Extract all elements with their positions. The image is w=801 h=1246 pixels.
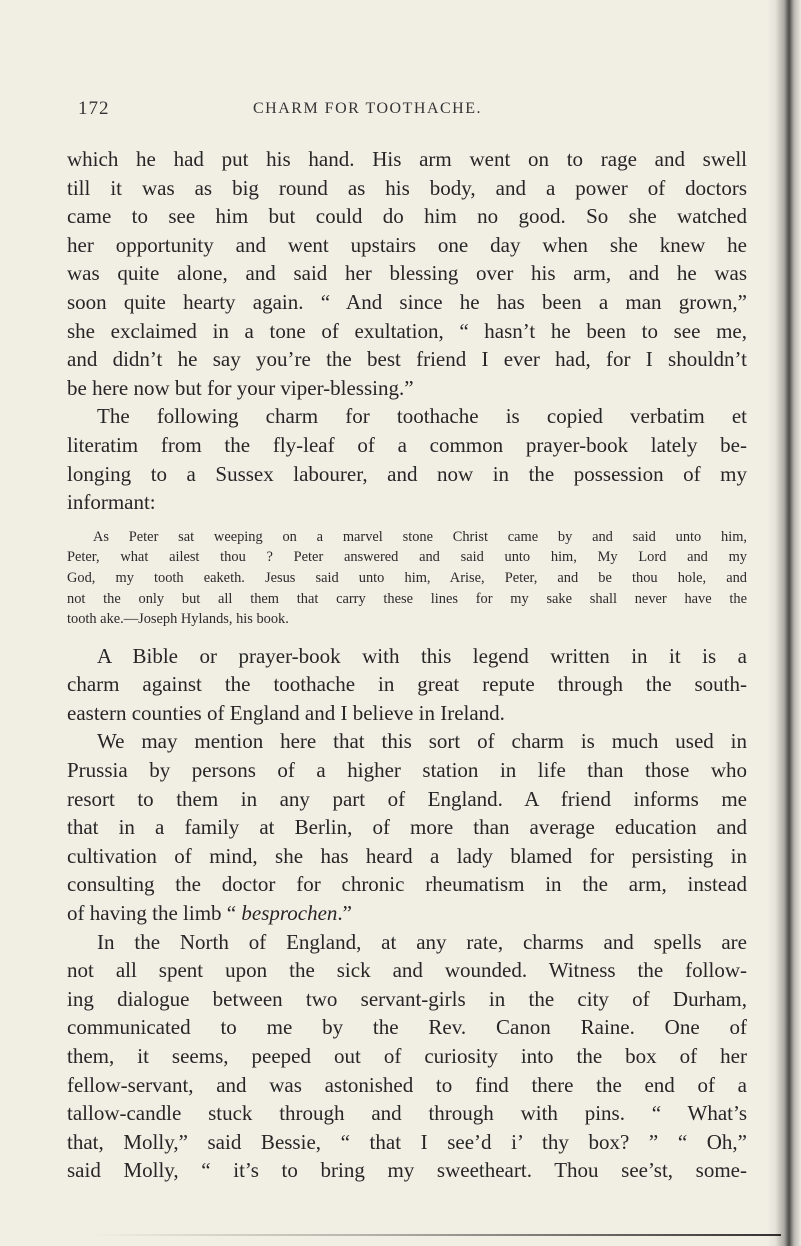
paragraph-viper-blessing [67,145,747,402]
text-line: cultivation of mind, she has heard a lady blamed for persisting in [67,843,747,868]
text-line: informant: [67,490,156,515]
italic-word: besprochen [241,901,338,926]
text-line: eastern counties of England and I believe in Ireland. [67,700,505,725]
quote-line: As Peter sat weeping on a marvel stone Christ came by and said unto him, [93,528,747,545]
text-line: them, it seems, peeped out of curiosity into the box of her [67,1044,747,1068]
text-line: her opportunity and went upstairs one day when she knew he [67,232,747,257]
text-line: A Bible or prayer-book with this legend written in it is a [97,643,747,668]
text-line: was quite alone, and said her blessing over his arm, and he was [67,261,747,286]
text-line: literatim from the fly-leaf of a common prayer-book lately be- [67,432,747,457]
text-line: ing dialogue between two servant-girls in the city of Durham, [67,986,747,1011]
text-line: In the North of England, at any rate, charms and spells are [97,929,747,954]
paragraph-durham-dialogue [67,928,747,1185]
page-bottom-edge [90,1234,781,1236]
text-line: soon quite hearty again. “ And since he has been a man grown,” [67,289,747,314]
text-line: tallow-candle stuck through and through with pins. “ What’s [67,1101,747,1126]
page-number: 172 [78,98,110,119]
text-line: she exclaimed in a tone of exultation, “ hasn’t he been to see me, [67,318,747,343]
text-line: till it was as big round as his body, and a power of doctors [67,175,747,200]
text-line: longing to a Sussex labourer, and now in the possession of my [67,461,747,486]
text-line: charm against the toothache in great repute through the south- [67,672,747,697]
text-line: that in a family at Berlin, of more than average education and [67,815,747,840]
text-line: came to see him but could do him no good. So she watched [67,204,747,229]
text-line: The following charm for toothache is copied verbatim et [97,404,747,429]
text-line: and didn’t he say you’re the best friend I ever had, for I shouldn’t [67,347,747,372]
body-text [67,145,747,1185]
text-line: Prussia by persons of a higher station in life than those who [67,758,747,783]
quote-line: not the only but all them that carry these lines for my sake shall never have the [67,590,747,607]
text-line: which he had put his hand. His arm went on to rage and swell [67,147,747,171]
text-run: of having the limb “ [67,901,242,926]
charm-quotation [67,527,747,630]
text-line: We may mention here that this sort of charm is much used in [97,729,747,754]
text-line: resort to them in any part of England. A friend informs me [67,786,747,811]
paragraph-charm-intro [67,402,747,516]
running-title: CHARM FOR TOOTHACHE. [253,100,482,117]
text-run: .” [337,901,352,926]
text-line: fellow-servant, and was astonished to find there the end of a [67,1072,747,1097]
text-line: consulting the doctor for chronic rheumatism in the arm, instead [67,872,747,897]
text-line: communicated to me by the Rev. Canon Raine. One of [67,1015,747,1040]
quote-line: Peter, what ailest thou ? Peter answered and said unto him, My Lord and my [67,549,747,566]
running-head [78,98,748,130]
text-line: that, Molly,” said Bessie, “ that I see’d i’ thy box? ” “ Oh,” [67,1129,747,1154]
paragraph-prussia [67,727,747,927]
text-line: said Molly, “ it’s to bring my sweetheart. Thou see’st, some- [67,1158,747,1183]
paragraph-bible-charm [67,642,747,728]
text-line: not all spent upon the sick and wounded. Witness the follow- [67,958,747,983]
page-binding-shadow [767,0,801,1246]
text-line: be here now but for your viper-blessing.” [67,375,414,400]
quote-line: God, my tooth eaketh. Jesus said unto him, Arise, Peter, and be thou hole, and [67,569,747,586]
text-line [67,899,747,928]
quote-line: tooth ake.—Joseph Hylands, his book. [67,611,289,628]
